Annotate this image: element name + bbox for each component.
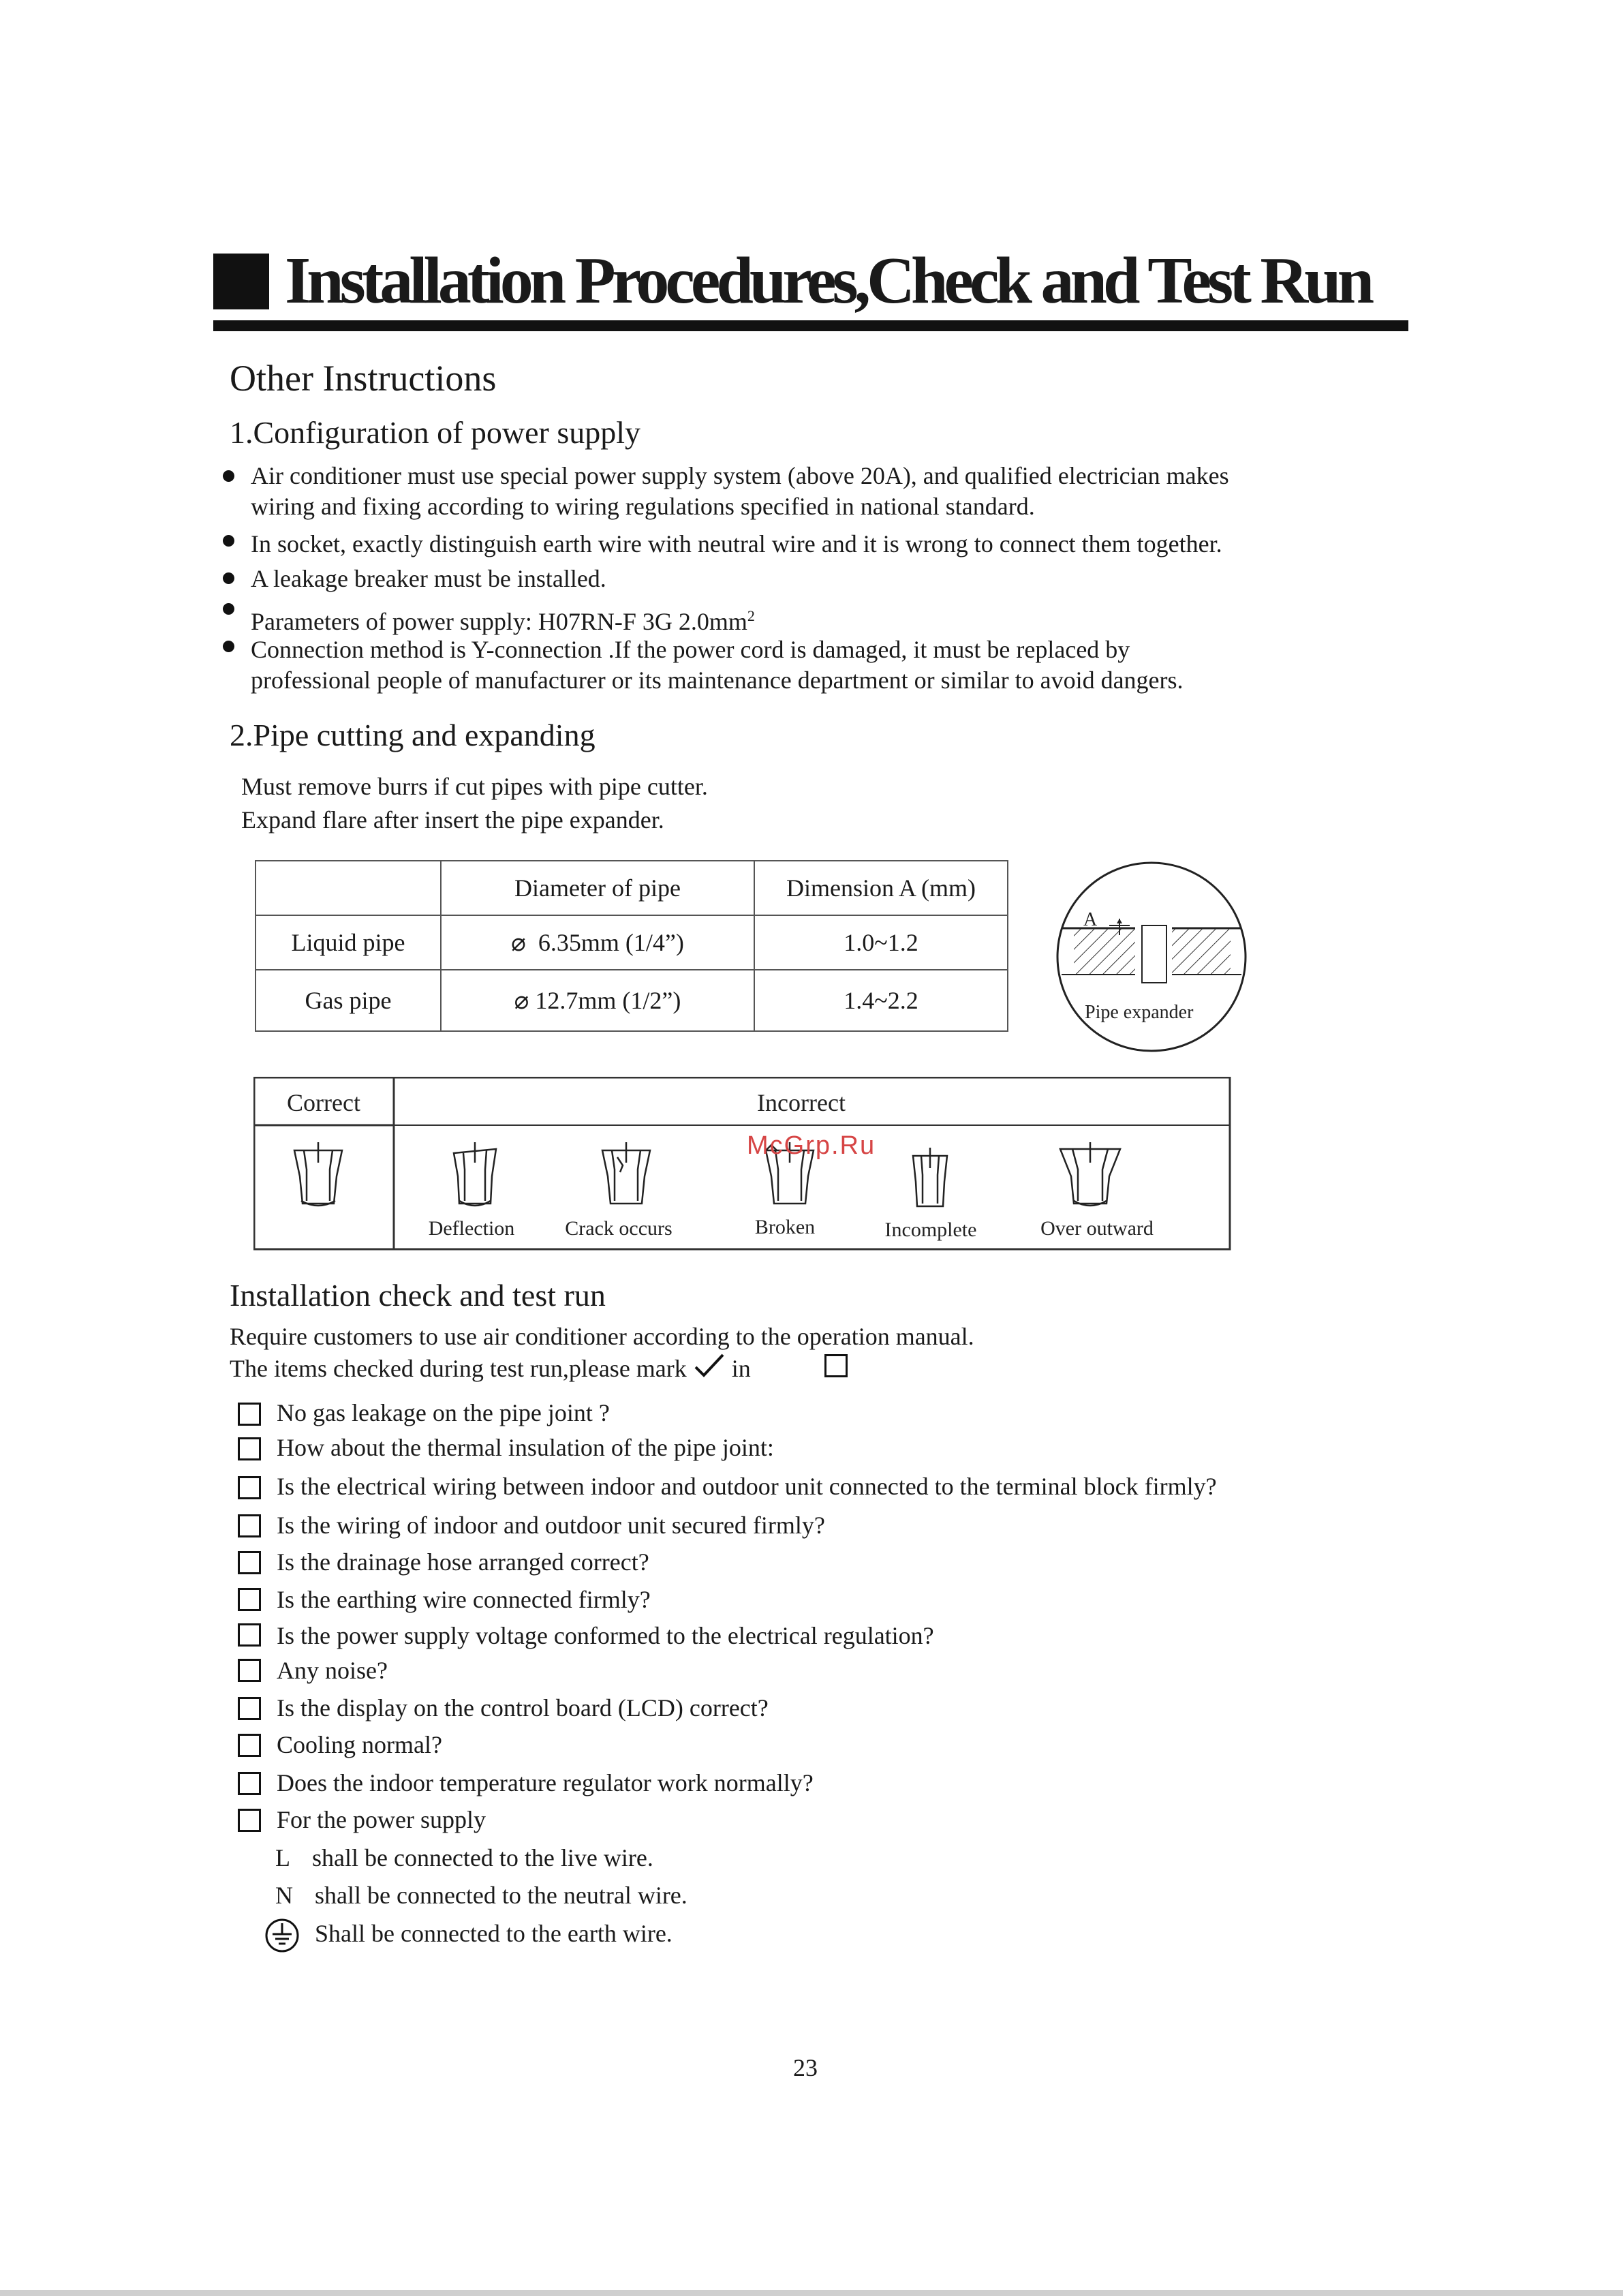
flare-correct-icon <box>294 1142 342 1206</box>
check-intro-in: in <box>731 1355 751 1382</box>
table-cell-dimension: 1.4~2.2 <box>754 970 1008 1031</box>
dimension-a-label: A <box>1083 909 1098 930</box>
title-marker-square <box>213 254 269 309</box>
wire-text-live: shall be connected to the live wire. <box>312 1844 653 1871</box>
bottom-edge-bar <box>0 2290 1623 2296</box>
pipe-heading: 2.Pipe cutting and expanding <box>230 718 596 752</box>
wire-symbol-l: L <box>275 1844 290 1871</box>
bullet-dot <box>223 603 234 615</box>
checklist-checkbox[interactable] <box>238 1514 261 1537</box>
power-bullet-1-line2: wiring and fixing according to wiring regulations specified in national standard. <box>251 493 1035 520</box>
title-underline <box>213 320 1408 331</box>
wire-text-earth: Shall be connected to the earth wire. <box>315 1920 673 1947</box>
table-header-row <box>256 861 1008 915</box>
table-cell-dimension: 1.0~1.2 <box>754 915 1008 970</box>
power-bullet-2: In socket, exactly distinguish earth wire with neutral wire and it is wrong to connect them together. <box>251 530 1222 557</box>
table-row <box>256 970 1008 1031</box>
page-number: 23 <box>793 2054 818 2081</box>
checklist-item: No gas leakage on the pipe joint ? <box>277 1399 610 1426</box>
checklist-item: Cooling normal? <box>277 1731 442 1758</box>
flare-deflection-icon <box>454 1142 496 1206</box>
checklist-item: Is the power supply voltage conformed to the electrical regulation? <box>277 1622 934 1649</box>
checklist-item: Is the display on the control board (LCD) correct? <box>277 1694 769 1721</box>
table-cell-diameter <box>441 915 754 970</box>
power-bullet-1-line1: Air conditioner must use special power supply system (above 20A), and qualified electrician makes <box>251 462 1229 489</box>
table-header-blank <box>256 861 441 915</box>
diameter-value: 12.7mm (1/2”) <box>535 987 681 1014</box>
checklist-checkbox[interactable] <box>238 1437 261 1460</box>
checklist-checkbox[interactable] <box>238 1809 261 1832</box>
bullet-dot <box>223 572 234 584</box>
checklist-checkbox[interactable] <box>238 1623 261 1647</box>
power-bullet-4 <box>251 601 755 637</box>
page-title: Installation Procedures,Check and Test Run <box>285 244 1371 318</box>
example-checkbox <box>824 1354 848 1377</box>
pipe-expander-diagram <box>1055 860 1248 1054</box>
flare-correct-label: Correct <box>287 1089 360 1116</box>
table-header-dimension: Dimension A (mm) <box>754 861 1008 915</box>
pipe-expander-caption: Pipe expander <box>1085 1002 1194 1023</box>
wire-symbol-n: N <box>275 1882 293 1909</box>
checklist-checkbox[interactable] <box>238 1551 261 1574</box>
diameter-symbol: ⌀ <box>514 987 536 1014</box>
checklist-item: Is the drainage hose arranged correct? <box>277 1548 649 1576</box>
check-intro-line2 <box>230 1352 751 1383</box>
checklist-checkbox[interactable] <box>238 1403 261 1426</box>
check-intro-line1: Require customers to use air conditioner according to the operation manual. <box>230 1323 974 1350</box>
flare-item-label: Crack occurs <box>565 1217 673 1240</box>
checklist-item: For the power supply <box>277 1806 486 1833</box>
diameter-symbol: ⌀ <box>511 929 538 956</box>
table-header-diameter: Diameter of pipe <box>441 861 754 915</box>
pipe-line-2: Expand flare after insert the pipe expander. <box>241 806 664 833</box>
earth-ground-icon <box>264 1918 300 1953</box>
pipe-line-1: Must remove burrs if cut pipes with pipe cutter. <box>241 773 708 800</box>
power-heading: 1.Configuration of power supply <box>230 415 641 450</box>
checkmark-icon <box>693 1352 726 1379</box>
table-row <box>256 915 1008 970</box>
power-bullet-4-text: Parameters of power supply: H07RN-F 3G 2.0mm <box>251 608 747 635</box>
flare-item-label: Broken <box>754 1216 816 1238</box>
table-cell-pipe-name: Gas pipe <box>256 970 441 1031</box>
checklist-item: Is the earthing wire connected firmly? <box>277 1586 651 1613</box>
flare-over-outward-icon <box>1060 1142 1120 1206</box>
checklist-checkbox[interactable] <box>238 1734 261 1757</box>
checklist-item: How about the thermal insulation of the pipe joint: <box>277 1434 774 1461</box>
check-heading: Installation check and test run <box>230 1278 606 1313</box>
diameter-value: 6.35mm (1/4”) <box>538 929 684 956</box>
checklist-checkbox[interactable] <box>238 1772 261 1795</box>
bullet-dot <box>223 535 234 547</box>
checklist-checkbox[interactable] <box>238 1476 261 1499</box>
flare-incomplete-icon <box>913 1148 947 1206</box>
flare-incorrect-label: Incorrect <box>757 1089 846 1116</box>
bullet-dot <box>223 641 234 652</box>
checklist-checkbox[interactable] <box>238 1659 261 1682</box>
table-cell-pipe-name: Liquid pipe <box>256 915 441 970</box>
check-intro-text: The items checked during test run,please mark <box>230 1355 687 1382</box>
checklist-item: Is the electrical wiring between indoor and outdoor unit connected to the terminal block firmly? <box>277 1473 1217 1500</box>
checklist-item: Does the indoor temperature regulator work normally? <box>277 1769 814 1796</box>
power-bullet-3: A leakage breaker must be installed. <box>251 565 606 592</box>
flare-item-label: Over outward <box>1040 1217 1154 1240</box>
checklist-checkbox[interactable] <box>238 1697 261 1720</box>
bullet-dot <box>223 470 234 482</box>
flare-item-label: Deflection <box>428 1217 515 1240</box>
section-heading: Other Instructions <box>230 358 497 399</box>
table-cell-diameter <box>441 970 754 1031</box>
power-bullet-5-line2: professional people of manufacturer or its maintenance department or similar to avoid dangers. <box>251 667 1184 694</box>
checklist-item: Any noise? <box>277 1657 388 1684</box>
wire-text-neutral: shall be connected to the neutral wire. <box>315 1882 687 1909</box>
power-bullet-4-sup: 2 <box>747 607 755 624</box>
power-bullet-5-line1: Connection method is Y-connection .If the power cord is damaged, it must be replaced by <box>251 636 1130 663</box>
flare-comparison-table <box>253 1077 1232 1251</box>
pipe-dimension-table <box>255 860 1008 1032</box>
checklist-checkbox[interactable] <box>238 1588 261 1611</box>
flare-item-label: Incomplete <box>884 1219 977 1241</box>
flare-crack-icon <box>602 1142 650 1204</box>
checklist-item: Is the wiring of indoor and outdoor unit secured firmly? <box>277 1512 825 1539</box>
watermark: McGrp.Ru <box>747 1131 876 1160</box>
